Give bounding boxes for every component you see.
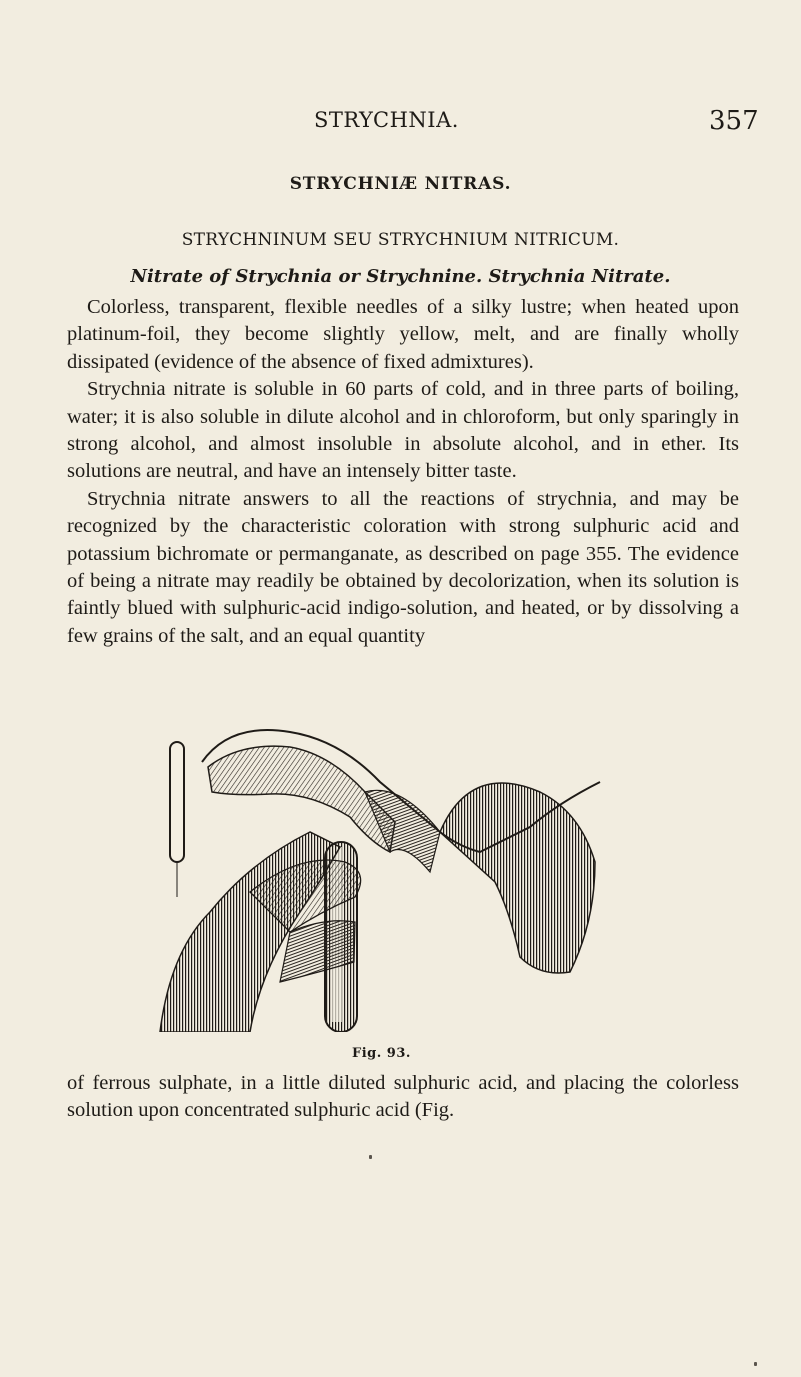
test-tube-pouring: [170, 742, 184, 897]
paragraph-reactions: Strychnia nitrate answers to all the reactions of strychnia, and may be recognized by the characteristic coloration with strong sulphuric acid and potassium bichromate or permanganate, as described on page 355. The evidence of being a nitrate may readily be obtained by decolorization, when its solution is faintly blued with sulphuric-acid indigo-solution, and heated, or by dissolving a few grains of the salt, and an equal quantity: [67, 487, 739, 647]
print-speck: [369, 1155, 372, 1159]
running-head: [0, 106, 801, 136]
continuation-text: [67, 1070, 739, 1125]
section-heading: STRYCHNIÆ NITRAS.: [289, 174, 512, 194]
figure-caption: Fig. 93.: [352, 1046, 411, 1061]
running-title: STRYCHNIA.: [314, 108, 459, 132]
paragraph-description: Colorless, transparent, flexible needles of a silky lustre; when heated upon platinum-foil, they become slightly yellow, melt, and are finally wholly dissipated (evidence of the absence of fixed admixtures).: [67, 296, 739, 373]
latin-name: STRYCHNINUM SEU STRYCHNIUM NITRICUM.: [181, 230, 620, 250]
paragraph-continuation: of ferrous sulphate, in a little diluted sulphuric acid, and placing the colorless solution upon concentrated sulphuric acid (Fig.: [67, 1072, 739, 1122]
paragraph-solubility: Strychnia nitrate is soluble in 60 parts of cold, and in three parts of boiling, water; it is also soluble in dilute alcohol and in chloroform, but only sparingly in strong alcohol, and almost insoluble in absolute alcohol, and in ether. Its solutions are neutral, and have an intensely bitter taste.: [67, 378, 739, 483]
print-speck: [754, 1362, 757, 1366]
figure-illustration: [140, 722, 610, 1032]
english-names: Nitrate of Strychnia or Strychnine. Strychnia Nitrate.: [130, 266, 671, 287]
page-number: 357: [709, 106, 759, 136]
body-paragraphs: [67, 294, 739, 650]
